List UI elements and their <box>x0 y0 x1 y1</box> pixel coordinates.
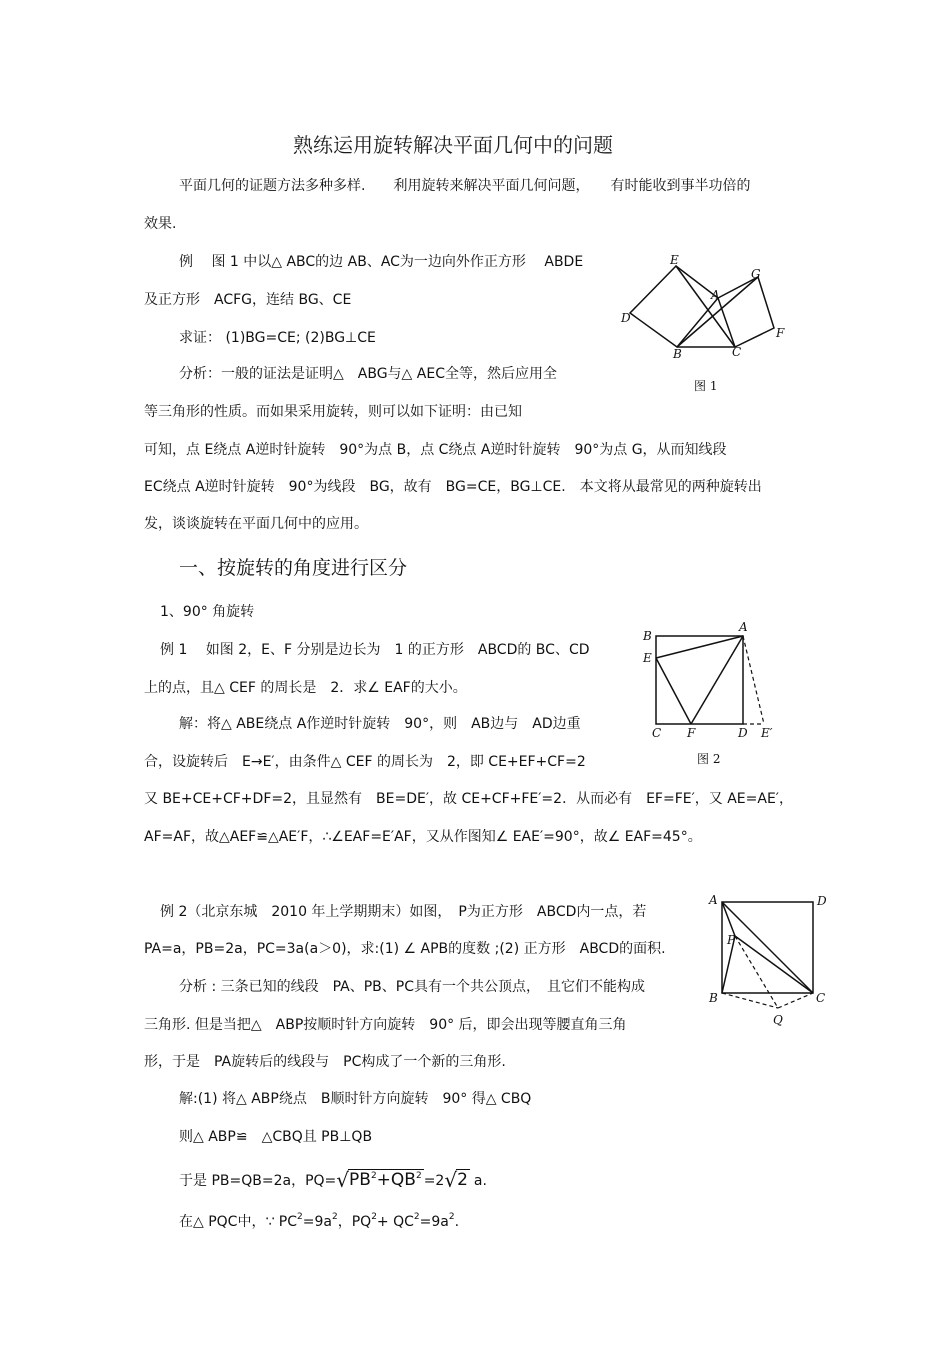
sol4-exp-3: 2 <box>371 1212 377 1222</box>
example2-line-2: PA=a，PB=2a，PC=3a(a＞0)，求:(1) ∠ APB的度数 ;(2) 正方形 ABCD的面积. <box>144 941 666 957</box>
sqrt-radicand-1 <box>348 1169 424 1190</box>
fig2-segment-ae <box>656 636 743 658</box>
sol3-exp-1: 2 <box>370 1171 377 1181</box>
fig3-segment-bq <box>722 993 778 1008</box>
fig3-label-a: A <box>709 893 718 907</box>
fig3-label-q: Q <box>773 1013 783 1027</box>
intro-line-2: 效果. <box>144 216 177 232</box>
sol4-exp-1: 2 <box>297 1212 303 1222</box>
example1-solution-2: 合，设旋转后 E→E′，由条件△ CEF 的周长为 2，即 CE+EF+CF=2 <box>144 754 586 770</box>
fig2-segment-af <box>691 636 743 724</box>
example2-solution-3 <box>179 1166 487 1190</box>
fig1-segment-ec <box>676 266 735 347</box>
fig1-label-e: E <box>670 253 679 267</box>
fig2-label-c: C <box>652 726 662 740</box>
sol4-mid-2: ，PQ <box>337 1214 372 1230</box>
fig3-segment-pq <box>735 936 778 1008</box>
example2-analysis-1: 分析 : 三条已知的线段 PA、PB、PC具有一个共公顶点， 且它们不能构成 <box>179 979 646 995</box>
sol3-middle: =2 <box>423 1173 445 1189</box>
fig2-label-d: D <box>738 726 748 740</box>
fig2-label-a: A <box>739 620 748 634</box>
example0-analysis-1: 分析：一般的证法是证明△ ABG与△ AEC全等，然后应用全 <box>179 366 557 382</box>
example2-solution-4 <box>179 1211 459 1231</box>
fig1-label-f: F <box>776 326 785 340</box>
fig3-label-c: C <box>816 991 826 1005</box>
example1-solution-3: 又 BE+CE+CF+DF=2，且显然有 BE=DE′，故 CE+CF+FE′=2．从而必有 EF=FE′，又 AE=AE′， <box>144 791 793 807</box>
figure-1-caption: 图 1 <box>694 379 718 393</box>
example2-analysis-2: 三角形. 但是当把△ ABP按顺时针方向旋转 90° 后，即会出现等腰直角三角 <box>144 1017 627 1033</box>
intro-line-1: 平面几何的证题方法多种多样. 利用旋转来解决平面几何问题， 有时能收到事半功倍的 <box>179 178 751 194</box>
figure-3 <box>700 888 840 1038</box>
sqrt-radicand-2: 2 <box>457 1170 468 1190</box>
section-1-heading: 一、按旋转的角度进行区分 <box>179 557 408 579</box>
example1-solution-4: AF=AF，故△AEF≌△AE′F，∴∠EAF=E′AF，又从作图知∠ EAE′=90°，故∠ EAF=45°。 <box>144 829 702 845</box>
fig3-segment-pc <box>735 936 813 993</box>
fig1-label-d: D <box>621 311 631 325</box>
fig1-label-c: C <box>732 345 742 359</box>
fig2-segment-ef <box>656 658 691 724</box>
example2-analysis-3: 形，于是 PA旋转后的线段与 PC构成了一个新的三角形. <box>144 1054 506 1070</box>
sol4-mid-4: =9a <box>419 1214 449 1230</box>
example2-solution-1: 解:(1) 将△ ABP绕点 B顺时针方向旋转 90° 得△ CBQ <box>179 1091 532 1107</box>
example2-solution-2: 则△ ABP≌ △CBQ且 PB⊥QB <box>179 1129 373 1145</box>
example2-line-1: 例 2（北京东城 2010 年上学期期末）如图， P为正方形 ABCD内一点，若 <box>160 904 647 920</box>
sol4-mid-1: =9a <box>302 1214 332 1230</box>
sqrt-symbol-2: √ <box>444 1168 458 1192</box>
fig3-diagonal-ac <box>722 902 813 993</box>
fig2-label-e: E <box>643 651 652 665</box>
example0-line-4: EC绕点 A逆时针旋转 90°为线段 BG，故有 BG=CE，BG⊥CE. 本文将从最常见的两种旋转出 <box>144 479 762 495</box>
sol4-mid-3: + QC <box>376 1214 414 1230</box>
example1-line-1: 例 1 如图 2，E、F 分别是边长为 1 的正方形 ABCD的 BC、CD <box>160 642 590 658</box>
section-1-sub: 1、90° 角旋转 <box>160 604 255 620</box>
fig2-label-e-prime: E′ <box>761 726 773 740</box>
example0-line-1: 例 图 1 中以△ ABC的边 AB、AC为一边向外作正方形 ABDE <box>179 254 584 270</box>
sol3-qb: +QB <box>376 1170 416 1190</box>
fig1-label-a: A <box>711 288 720 302</box>
example0-line-5: 发，谈谈旋转在平面几何中的应用。 <box>144 516 368 532</box>
sol4-exp-4: 2 <box>413 1212 420 1222</box>
example1-solution-1: 解：将△ ABE绕点 A作逆时针旋转 90°，则 AB边与 AD边重 <box>179 716 581 732</box>
example0-prove: 求证： (1)BG=CE; (2)BG⊥CE <box>179 330 376 346</box>
example0-analysis-2: 等三角形的性质。而如果采用旋转，则可以如下证明：由已知 <box>144 404 522 420</box>
fig2-label-b: B <box>643 629 652 643</box>
fig3-segment-ap <box>722 902 735 936</box>
sol4-end: . <box>454 1214 460 1230</box>
example1-line-2: 上的点，且△ CEF 的周长是 2．求∠ EAF的大小。 <box>144 680 467 696</box>
sol3-exp-2: 2 <box>415 1171 422 1181</box>
figure-2 <box>635 618 785 758</box>
fig3-segment-qc <box>778 993 813 1008</box>
fig2-label-f: F <box>687 726 696 740</box>
sol3-post: a. <box>473 1173 487 1189</box>
sol4-exp-2: 2 <box>331 1212 338 1222</box>
example0-line-3: 可知，点 E绕点 A逆时针旋转 90°为点 B，点 C绕点 A逆时针旋转 90°为点 G，从而知线段 <box>144 442 727 458</box>
sol4-exp-5: 2 <box>448 1212 455 1222</box>
fig1-label-b: B <box>673 347 682 361</box>
fig3-label-b: B <box>709 991 718 1005</box>
fig3-label-p: P <box>727 933 736 947</box>
fig3-label-d: D <box>817 894 827 908</box>
example0-line-2: 及正方形 ACFG，连结 BG、CE <box>144 292 352 308</box>
page-title: 熟练运用旋转解决平面几何中的问题 <box>293 133 613 157</box>
sol4-pre: 在△ PQC中，∵ PC <box>179 1214 298 1230</box>
fig1-label-g: G <box>751 267 761 281</box>
sol3-pb: PB <box>349 1170 371 1190</box>
sol3-prefix: 于是 PB=QB=2a，PQ= <box>179 1173 337 1189</box>
sqrt-symbol-1: √ <box>336 1168 350 1192</box>
figure-2-caption: 图 2 <box>697 752 721 766</box>
fig2-segment-ae-prime <box>743 636 764 724</box>
